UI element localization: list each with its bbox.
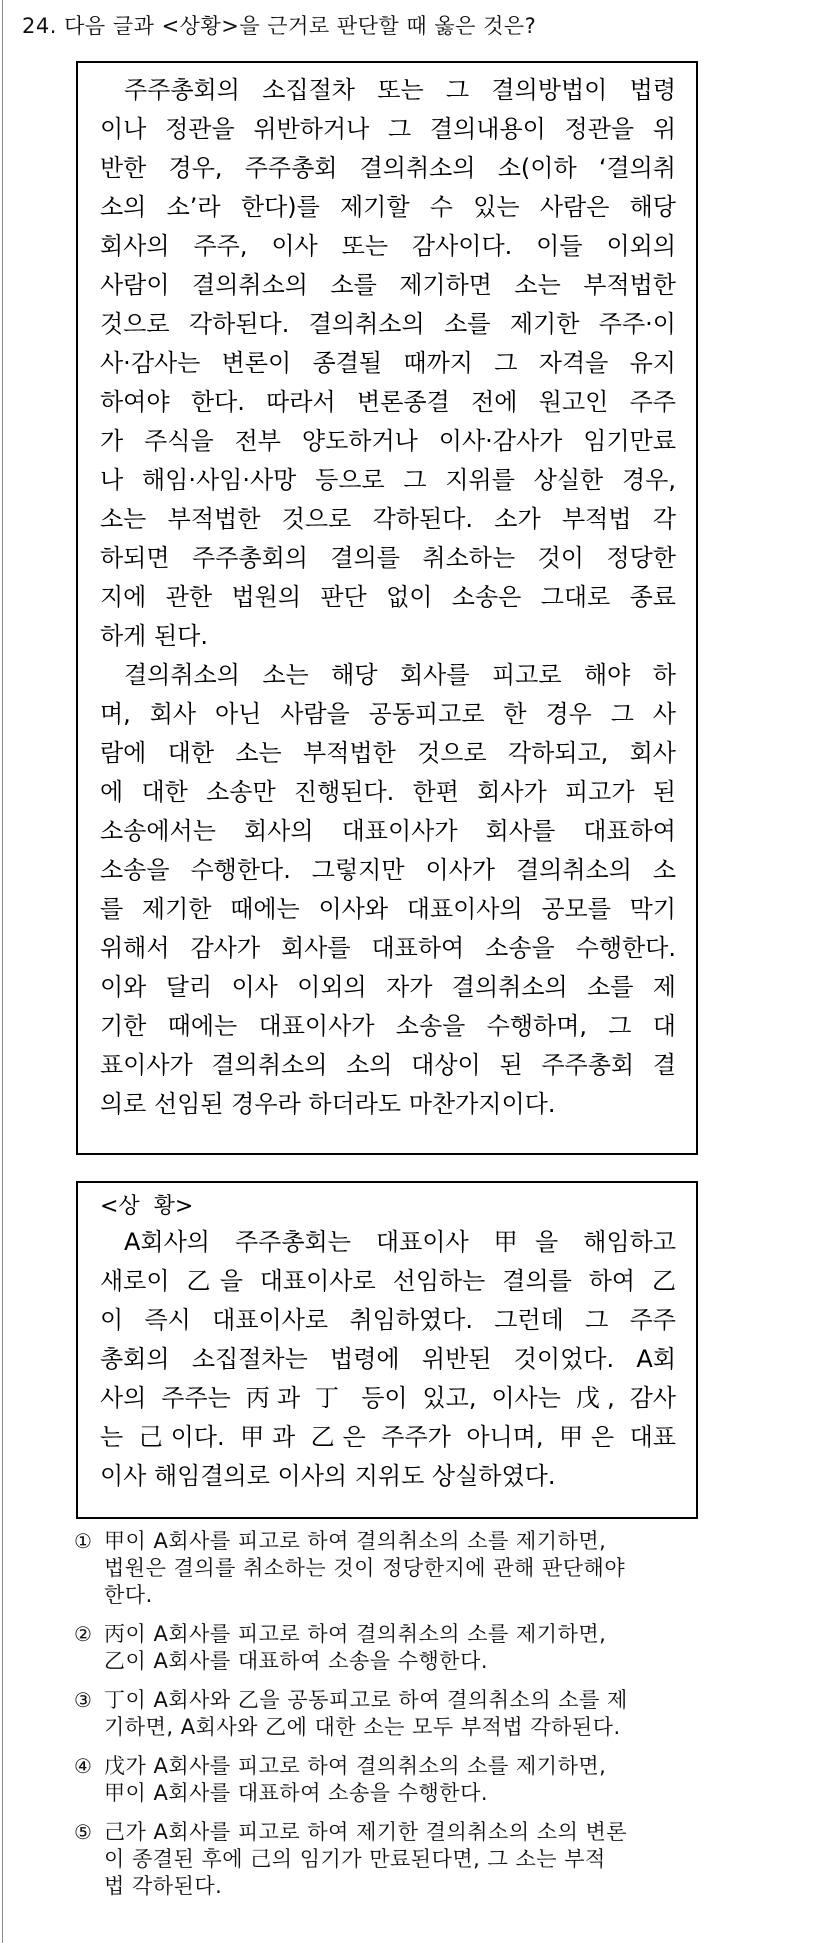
situation-heading: <상 황> bbox=[100, 1194, 194, 1219]
passage-line: 를 제기한 때에는 이사와 대표이사의 공모를 막기 bbox=[100, 895, 676, 923]
situation-line: 이 즉시 대표이사로 취임하였다. 그런데 그 주주 bbox=[100, 1306, 676, 1334]
passage-line: 소는 부적법한 것으로 각하된다. 소가 부적법 각 bbox=[100, 505, 676, 533]
passage-line: 반한 경우, 주주총회 결의취소의 소(이하 ‘결의취 bbox=[100, 154, 676, 182]
situation-line: 새로이 乙을 대표이사로 선임하는 결의를 하여 乙 bbox=[100, 1267, 676, 1295]
choice-2[interactable] bbox=[70, 1621, 770, 1675]
passage-line: 나 해임·사임·사망 등으로 그 지위를 상실한 경우, bbox=[100, 466, 676, 494]
passage-line: 이나 정관을 위반하거나 그 결의내용이 정관을 위 bbox=[100, 115, 676, 143]
passage-line: 소송을 수행한다. 그렇지만 이사가 결의취소의 소 bbox=[100, 856, 676, 884]
passage-line: 의로 선임된 경우라 하더라도 마찬가지이다. bbox=[100, 1090, 556, 1118]
situation-line: 이사 해임결의로 이사의 지위도 상실하였다. bbox=[100, 1462, 556, 1490]
situation-line: 는 己이다. 甲과 乙은 주주가 아니며, 甲은 대표 bbox=[100, 1423, 676, 1451]
choice-text-line: 기하면, A회사와 乙에 대한 소는 모두 부적법 각하된다. bbox=[104, 1715, 621, 1739]
choice-text-line: 戊가 A회사를 피고로 하여 결의취소의 소를 제기하면, bbox=[104, 1754, 607, 1778]
passage-line: 가 주식을 전부 양도하거나 이사·감사가 임기만료 bbox=[100, 427, 676, 455]
situation-text bbox=[100, 1191, 676, 1496]
passage-line: 위해서 감사가 회사를 대표하여 소송을 수행한다. bbox=[100, 934, 676, 962]
choice-text-line: 己가 A회사를 피고로 하여 제기한 결의취소의 소의 변론 bbox=[104, 1820, 628, 1844]
choice-text-line: 甲이 A회사를 피고로 하여 결의취소의 소를 제기하면, bbox=[104, 1529, 607, 1553]
passage-line: 람에 대한 소는 부적법한 것으로 각하되고, 회사 bbox=[100, 739, 676, 767]
choice-text-line: 丙이 A회사를 피고로 하여 결의취소의 소를 제기하면, bbox=[104, 1622, 607, 1646]
choice-number: ② bbox=[74, 1622, 92, 1646]
passage-line: 며, 회사 아닌 사람을 공동피고로 한 경우 그 사 bbox=[100, 700, 676, 728]
choice-1[interactable] bbox=[70, 1528, 770, 1609]
passage-line: 하여야 한다. 따라서 변론종결 전에 원고인 주주 bbox=[100, 388, 676, 416]
passage-line: 하되면 주주총회의 결의를 취소하는 것이 정당한 bbox=[100, 544, 676, 572]
passage-line: 지에 관한 법원의 판단 없이 소송은 그대로 종료 bbox=[100, 583, 676, 611]
situation-box bbox=[76, 1181, 698, 1519]
passage-line: 회사의 주주, 이사 또는 감사이다. 이들 이외의 bbox=[100, 232, 676, 260]
passage-line: 것으로 각하된다. 결의취소의 소를 제기한 주주·이 bbox=[100, 310, 676, 338]
choice-text-line: 법 각하된다. bbox=[104, 1874, 223, 1898]
passage-line: 소의 소’라 한다)를 제기할 수 있는 사람은 해당 bbox=[100, 193, 676, 221]
passage-line: 소송에서는 회사의 대표이사가 회사를 대표하여 bbox=[100, 817, 676, 845]
passage-line: 주주총회의 소집절차 또는 그 결의방법이 법령 bbox=[124, 76, 676, 104]
situation-line: 총회의 소집절차는 법령에 위반된 것이었다. A회 bbox=[100, 1345, 676, 1373]
choice-text-line: 법원은 결의를 취소하는 것이 정당한지에 관해 판단해야 bbox=[104, 1556, 626, 1580]
passage-text bbox=[100, 71, 676, 1124]
passage-line: 표이사가 결의취소의 소의 대상이 된 주주총회 결 bbox=[100, 1051, 676, 1079]
passage-line: 에 대한 소송만 진행된다. 한편 회사가 피고가 된 bbox=[100, 778, 676, 806]
passage-box bbox=[76, 61, 698, 1155]
choice-text-line: 乙이 A회사를 대표하여 소송을 수행한다. bbox=[104, 1649, 489, 1673]
passage-line: 결의취소의 소는 해당 회사를 피고로 해야 하 bbox=[124, 661, 676, 689]
question-title: 24. 다음 글과 <상황>을 근거로 판단할 때 옳은 것은? bbox=[22, 14, 537, 38]
choice-text-line: 丁이 A회사와 乙을 공동피고로 하여 결의취소의 소를 제 bbox=[104, 1688, 628, 1712]
passage-line: 사람이 결의취소의 소를 제기하면 소는 부적법한 bbox=[100, 271, 676, 299]
passage-line: 사·감사는 변론이 종결될 때까지 그 자격을 유지 bbox=[100, 349, 676, 377]
situation-line: 사의 주주는 丙과 丁 등이 있고, 이사는 戊, 감사 bbox=[100, 1384, 676, 1412]
passage-line: 하게 된다. bbox=[100, 622, 208, 650]
answer-choices bbox=[70, 1528, 770, 1912]
choice-text-line: 甲이 A회사를 대표하여 소송을 수행한다. bbox=[104, 1781, 489, 1805]
choice-text-line: 한다. bbox=[104, 1583, 153, 1607]
page-left-border bbox=[2, 0, 3, 1943]
choice-number: ① bbox=[74, 1529, 92, 1553]
choice-text-line: 이 종결된 후에 己의 임기가 만료된다면, 그 소는 부적 bbox=[104, 1847, 606, 1871]
passage-line: 기한 때에는 대표이사가 소송을 수행하며, 그 대 bbox=[100, 1012, 676, 1040]
choice-number: ⑤ bbox=[74, 1820, 92, 1844]
choice-4[interactable] bbox=[70, 1753, 770, 1807]
situation-line: A회사의 주주총회는 대표이사 甲을 해임하고 bbox=[124, 1228, 676, 1256]
passage-line: 이와 달리 이사 이외의 자가 결의취소의 소를 제 bbox=[100, 973, 676, 1001]
choice-number: ③ bbox=[74, 1688, 92, 1712]
choice-number: ④ bbox=[74, 1754, 92, 1778]
choice-3[interactable] bbox=[70, 1687, 770, 1741]
choice-5[interactable] bbox=[70, 1819, 770, 1900]
